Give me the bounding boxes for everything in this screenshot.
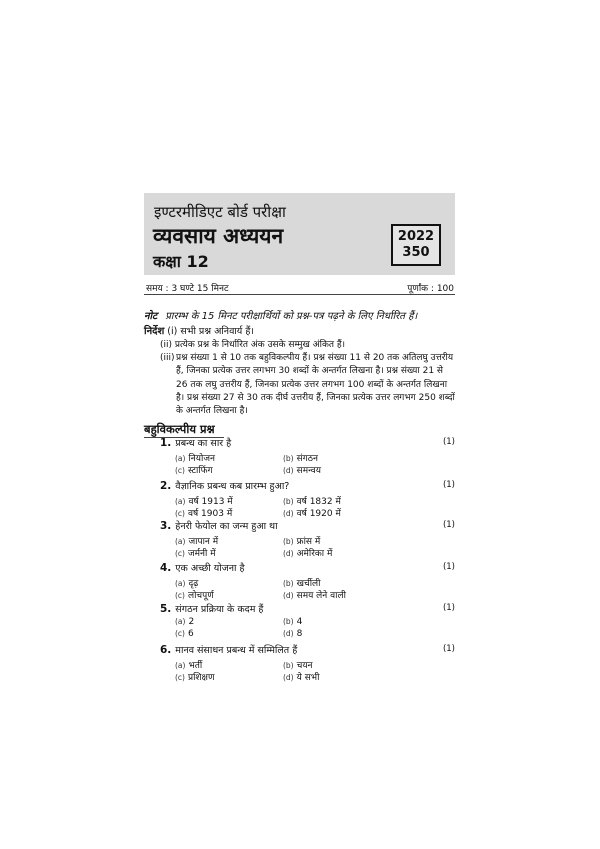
instruction-i: (i) सभी प्रश्न अनिवार्य हैं। [167,326,254,337]
question-1 [160,436,455,477]
option-b: (b) खर्चीली [283,579,321,589]
question-text: प्रबन्ध का सार है [175,438,232,449]
note-label: नोट [144,311,158,322]
question-number: 4. [160,562,172,574]
subject-title: व्यवसाय अध्ययन [153,224,284,248]
section-title: बहुविकल्पीय प्रश्न [144,422,215,436]
option-c: (c) प्रशिक्षण [175,673,215,683]
question-marks: (1) [442,480,455,490]
question-number: 2. [160,480,172,492]
option-c: (c) लोचपूर्ण [175,591,214,601]
options [175,451,455,477]
question-text: एक अच्छी योजना है [175,563,245,574]
option-a: (a) नियोजन [175,454,216,464]
option-b: (b) 4 [283,617,303,627]
question-text: संगठन प्रक्रिया के कदम हैं [175,604,264,615]
option-b: (b) वर्ष 1832 में [283,497,341,507]
option-b: (b) चयन [283,661,313,671]
question-marks: (1) [442,562,455,572]
option-a: (a) वर्ष 1913 में [175,497,233,507]
options [175,494,455,520]
option-d: (d) समय लेने वाली [283,591,346,601]
board-exam-subtitle: इण्टरमीडिएट बोर्ड परीक्षा [154,203,286,221]
options [175,534,455,560]
option-d: (d) समन्वय [283,466,322,476]
options [175,658,455,684]
instructions-heading [144,323,254,337]
options [175,576,455,602]
question-3 [160,519,455,560]
question-2 [160,479,455,520]
instructions-label: निर्देश [144,326,165,337]
question-marks: (1) [442,437,455,447]
options [175,617,455,643]
question-text: हेनरी फेयोल का जन्म हुआ था [175,521,278,532]
note-text: प्रारम्भ के 15 मिनट परीक्षार्थियों को प्रश्न-पत्र पढ़ने के लिए निर्धारित हैं। [165,311,418,322]
instruction-iii-text: प्रश्न संख्या 1 से 10 तक बहुविकल्पीय हैं। प्रश्न संख्या 11 से 20 तक अतिलघु उत्तरीय हैं, जिनका प्रत्येक उत्तर लगभग 30 शब्दों के अन्तर्गत लिखना है। प्रश्न संख्या 21 से 26 तक लघु उत्तरीय हैं, जिनका प्रत्येक उत्तर लगभग 100 शब्दों के अन्तर्गत लिखना है। प्रश्न संख्या 27 से 30 तक दीर्घ उत्तरीय हैं, जिनका प्रत्येक उत्तर लगभग 250 शब्दों के अन्तर्गत लिखना है। [176,353,455,417]
question-number: 3. [160,520,172,532]
exam-header [144,193,455,275]
instruction-iii-label: (iii) [160,353,175,363]
code-year: 2022 [397,229,435,244]
option-d: (d) ये सभी [283,673,320,683]
option-b: (b) फ्रांस में [283,537,321,547]
class-label: कक्षा 12 [153,252,209,271]
paper-code-box [391,224,441,266]
header-divider [144,294,455,295]
option-a: (a) दृढ़ [175,579,199,589]
question-number: 1. [160,437,172,449]
option-c: (c) वर्ष 1903 में [175,509,233,519]
question-4 [160,561,455,602]
option-c: (c) जर्मनी में [175,549,216,559]
question-marks: (1) [442,644,455,654]
question-text: वैज्ञानिक प्रबन्ध कब प्रारम्भ हुआ? [175,481,290,492]
code-number: 350 [402,245,430,260]
question-number: 6. [160,644,172,656]
option-d: (d) 8 [283,629,303,639]
option-a: (a) भर्ती [175,661,203,671]
option-a: (a) 2 [175,617,195,627]
question-5 [160,602,455,643]
option-c: (c) स्टाफिंग [175,466,213,476]
question-marks: (1) [442,603,455,613]
option-b: (b) संगठन [283,454,319,464]
question-number: 5. [160,603,172,615]
max-marks: पूर्णांक : 100 [407,284,454,294]
option-d: (d) वर्ष 1920 में [283,509,341,519]
instruction-iii [160,352,455,418]
question-marks: (1) [442,520,455,530]
option-d: (d) अमेरिका में [283,549,333,559]
question-6 [160,643,455,684]
option-a: (a) जापान में [175,537,219,547]
time-allowed: समय : 3 घण्टे 15 मिनट [146,284,229,294]
option-c: (c) 6 [175,629,194,639]
question-text: मानव संसाधन प्रबन्ध में सम्मिलित हैं [175,645,298,656]
note [144,308,417,322]
instruction-ii: (ii) प्रत्येक प्रश्न के निर्धारित अंक उसके सम्मुख अंकित हैं। [160,340,346,350]
